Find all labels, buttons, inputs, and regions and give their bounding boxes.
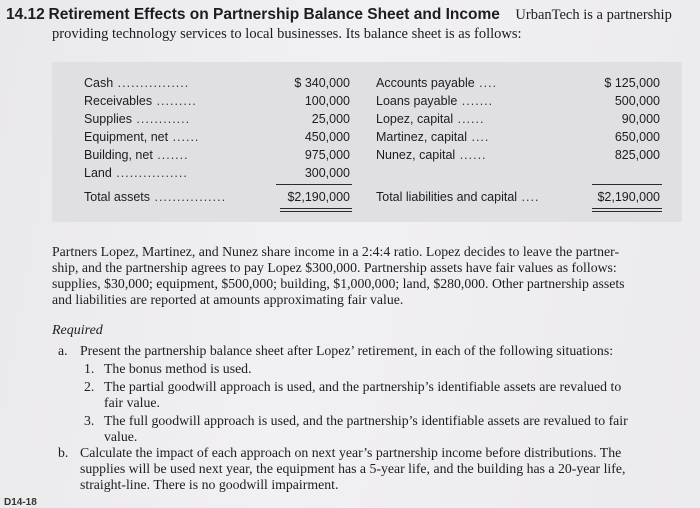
asset-label: Land ................ <box>84 166 188 180</box>
dot-leader: ................ <box>113 76 190 90</box>
problem-title-line <box>6 6 672 24</box>
total-liabilities-label: Total liabilities and capital .... <box>376 190 540 204</box>
total-assets-label: Total assets ................ <box>84 190 227 204</box>
part-b-text: straight-line. There is no goodwill impairment. <box>80 477 339 492</box>
double-rule-liabilities <box>592 208 662 209</box>
paragraph-line: ship, and the partnership agrees to pay Lopez $300,000. Partnership assets have fair values as follows: <box>52 260 617 275</box>
asset-label: Receivables ......... <box>84 94 197 108</box>
dot-leader: ...... <box>455 148 487 162</box>
asset-label: Supplies ............ <box>84 112 191 126</box>
required-heading: Required <box>52 323 103 338</box>
problem-title: Retirement Effects on Partnership Balance Sheet and Income <box>48 6 500 23</box>
double-rule-assets <box>280 208 352 209</box>
liability-amount: 650,000 <box>614 130 660 144</box>
problem-paragraph <box>52 244 692 308</box>
asset-label: Equipment, net ...... <box>84 130 200 144</box>
item-number: 2. <box>84 379 95 394</box>
corner-label: D14-18 <box>4 497 37 508</box>
intro-text-line2: providing technology services to local businesses. Its balance sheet is as follows: <box>52 26 522 42</box>
paragraph-line: supplies, $30,000; equipment, $500,000; building, $1,000,000; land, $280,000. Other partnership assets <box>52 276 625 291</box>
subtotal-rule-assets <box>276 184 352 185</box>
paragraph-line: Partners Lopez, Martinez, and Nunez share income in a 2:4:4 ratio. Lopez decides to leave the partner- <box>52 244 620 259</box>
dot-leader: ................ <box>150 190 227 204</box>
liability-amount: 500,000 <box>614 94 660 108</box>
dot-leader: .... <box>474 76 498 90</box>
item-text: The partial goodwill approach is used, and the partnership’s identifiable assets are revalued to <box>104 379 622 394</box>
part-b-text: Calculate the impact of each approach on next year’s partnership income before distributions. The <box>80 445 622 460</box>
asset-amount: 25,000 <box>311 112 350 126</box>
part-b-text: supplies will be used next year, the equipment has a 5-year life, and the building has a 20-year life, <box>80 461 626 476</box>
liability-label: Accounts payable .... <box>376 76 498 90</box>
asset-amount: 100,000 <box>304 94 350 108</box>
subtotal-rule-liabilities <box>592 184 662 185</box>
part-a-text: Present the partnership balance sheet after Lopez’ retirement, in each of the following situations: <box>80 343 614 358</box>
double-rule-assets <box>280 211 352 212</box>
dot-leader: ....... <box>457 94 494 108</box>
liability-amount: $ 125,000 <box>604 76 660 90</box>
dot-leader: ...... <box>453 112 485 126</box>
asset-amount: 975,000 <box>304 148 350 162</box>
liability-amount: 90,000 <box>621 112 660 126</box>
asset-amount: $ 340,000 <box>294 76 350 90</box>
total-assets-amount: $2,190,000 <box>287 190 350 204</box>
item-number: 1. <box>84 361 95 376</box>
item-number: 3. <box>84 413 95 428</box>
problem-number: 14.12 <box>6 6 45 23</box>
asset-amount: 300,000 <box>304 166 350 180</box>
part-a-label: a. <box>58 343 68 358</box>
item-text: value. <box>104 429 138 444</box>
liability-label: Nunez, capital ...... <box>376 148 487 162</box>
total-liabilities-amount: $2,190,000 <box>597 190 660 204</box>
asset-amount: 450,000 <box>304 130 350 144</box>
dot-leader: ...... <box>168 130 200 144</box>
dot-leader: ............ <box>131 112 191 126</box>
item-text: fair value. <box>104 395 160 410</box>
dot-leader: ....... <box>152 148 189 162</box>
liability-label: Lopez, capital ...... <box>376 112 485 126</box>
item-text: The full goodwill approach is used, and the partnership’s identifiable assets are revalued to fair <box>104 413 628 428</box>
liability-label: Martinez, capital .... <box>376 130 490 144</box>
part-b-label: b. <box>58 445 69 460</box>
dot-leader: ................ <box>111 166 188 180</box>
paragraph-line: and liabilities are reported at amounts approximating fair value. <box>52 292 404 307</box>
asset-label: Building, net ....... <box>84 148 189 162</box>
item-text: The bonus method is used. <box>104 361 252 376</box>
dot-leader: .... <box>467 130 490 144</box>
dot-leader: ......... <box>152 94 197 108</box>
asset-label: Cash ................ <box>84 76 190 90</box>
intro-text-line1: UrbanTech is a partnership <box>515 7 672 23</box>
dot-leader: .... <box>517 190 540 204</box>
liability-amount: 825,000 <box>614 148 660 162</box>
liability-label: Loans payable ....... <box>376 94 494 108</box>
double-rule-liabilities <box>592 211 662 212</box>
